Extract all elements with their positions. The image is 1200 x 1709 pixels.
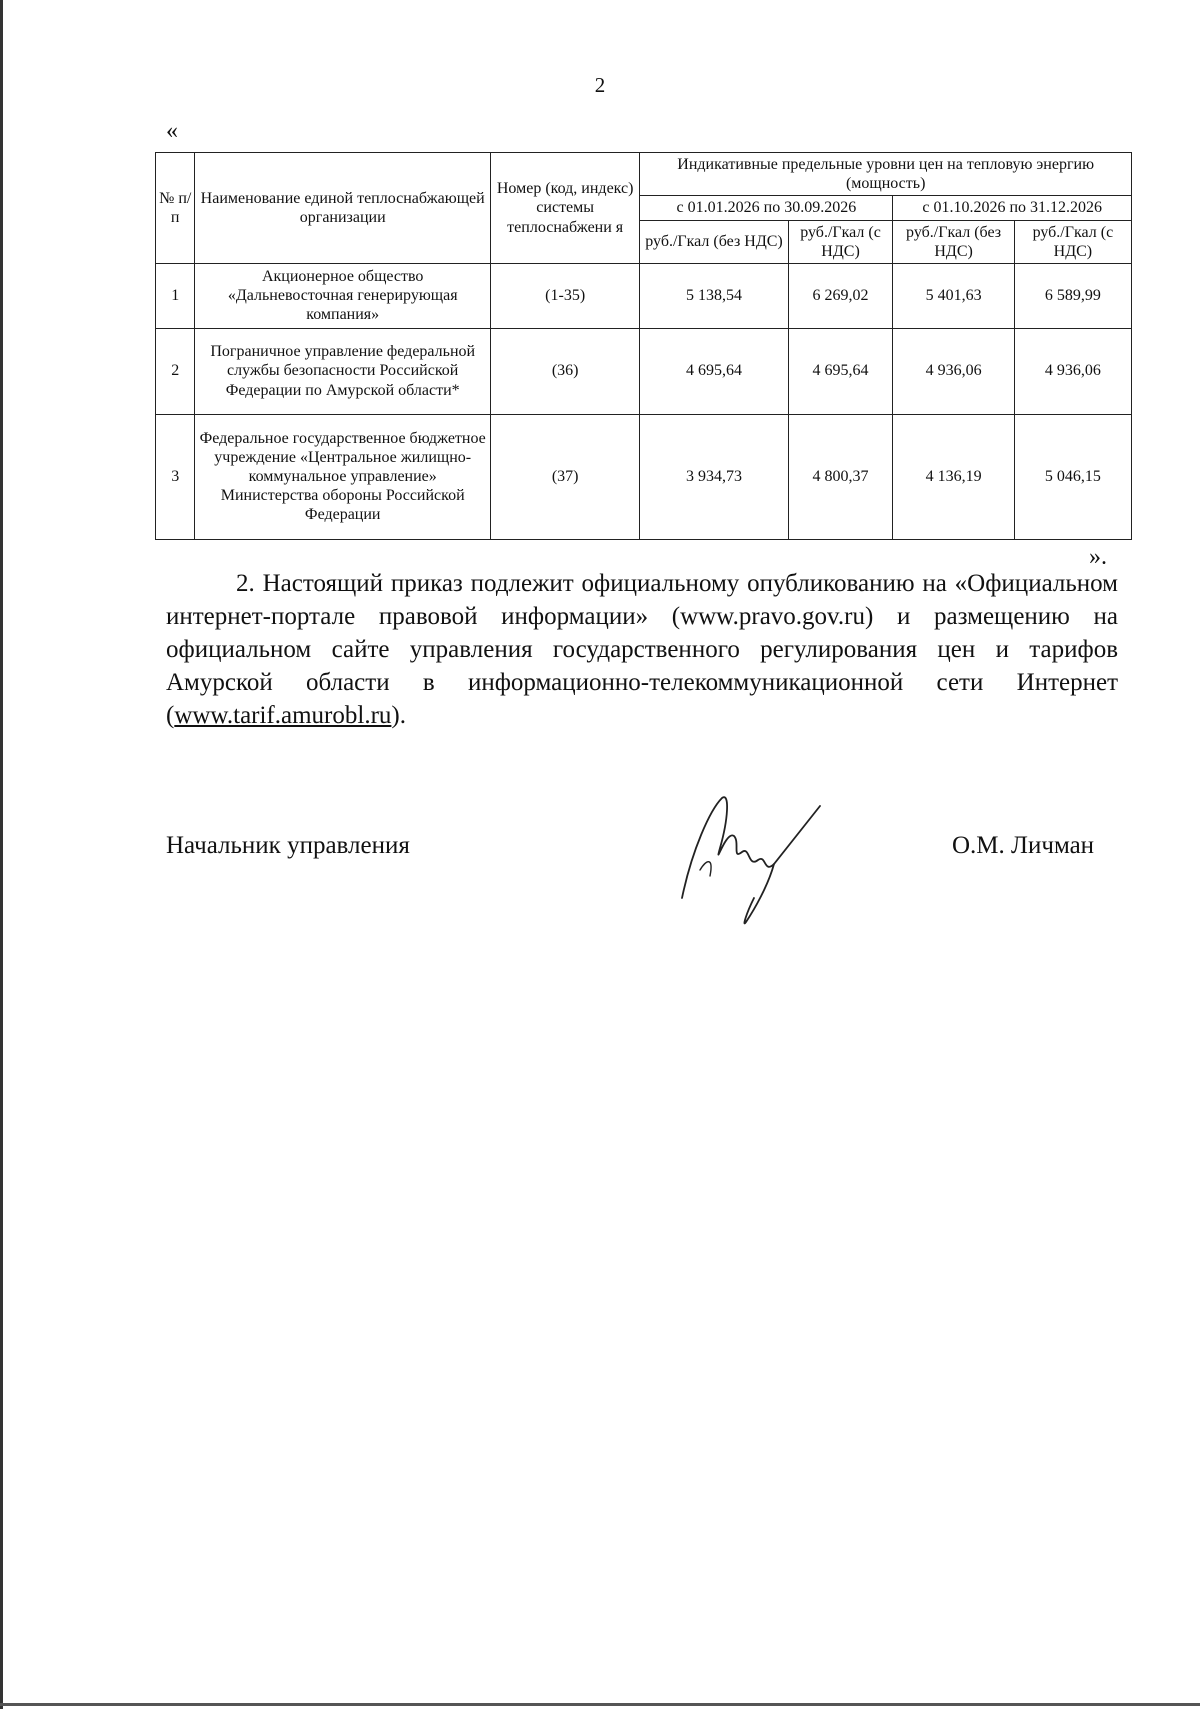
- signer-position: Начальник управления: [166, 832, 410, 859]
- table-row: [156, 263, 1132, 328]
- row-p2-no-vat: 4 136,19: [893, 414, 1014, 539]
- row-code: (37): [491, 414, 640, 539]
- row-num: 3: [156, 414, 195, 539]
- page-bottom-edge: [0, 1703, 1200, 1706]
- header-p1-no-vat: руб./Гкал (без НДС): [640, 220, 788, 263]
- header-p2-no-vat: руб./Гкал (без НДС): [893, 220, 1014, 263]
- row-p2-no-vat: 4 936,06: [893, 328, 1014, 414]
- row-p1-vat: 6 269,02: [788, 263, 893, 328]
- page-number: 2: [594, 73, 606, 97]
- row-num: 1: [156, 263, 195, 328]
- row-org-name: Акционерное общество «Дальневосточная генерирующая компания»: [195, 263, 491, 328]
- row-p1-no-vat: 3 934,73: [640, 414, 788, 539]
- row-org-name: Пограничное управление федеральной службы безопасности Российской Федерации по Амурской области*: [195, 328, 491, 414]
- row-code: (36): [491, 328, 640, 414]
- header-p2-vat: руб./Гкал (с НДС): [1014, 220, 1131, 263]
- row-code: (1-35): [491, 263, 640, 328]
- header-period-2: с 01.10.2026 по 31.12.2026: [893, 196, 1132, 220]
- row-p1-no-vat: 5 138,54: [640, 263, 788, 328]
- header-period-1: с 01.01.2026 по 30.09.2026: [640, 196, 893, 220]
- row-num: 2: [156, 328, 195, 414]
- signer-name: О.М. Личман: [952, 832, 1095, 859]
- header-num: № п/п: [156, 153, 195, 264]
- paragraph-text: 2. Настоящий приказ подлежит официальному опубликованию на «Официальном интернет-портале правовой информации» (www.pravo.gov.ru) и размещению на официальном сайте управления государственного регулирования цен и тарифов Амурской области в информационно-телекоммуникационной сети Интернет (: [166, 570, 1118, 729]
- row-p1-vat: 4 695,64: [788, 328, 893, 414]
- table-row: [156, 414, 1132, 539]
- row-p2-no-vat: 5 401,63: [893, 263, 1014, 328]
- table-row: [156, 328, 1132, 414]
- paragraph-tail: ).: [391, 702, 406, 729]
- row-p2-vat: 4 936,06: [1014, 328, 1131, 414]
- row-p1-no-vat: 4 695,64: [640, 328, 788, 414]
- close-quote: ».: [1089, 544, 1107, 570]
- tarif-site-link[interactable]: www.tarif.amurobl.ru: [174, 702, 392, 729]
- row-p1-vat: 4 800,37: [788, 414, 893, 539]
- header-p1-vat: руб./Гкал (с НДС): [788, 220, 893, 263]
- handwritten-signature: [670, 790, 850, 930]
- open-quote: «: [166, 118, 178, 144]
- header-code: Номер (код, индекс) системы теплоснабжени я: [491, 153, 640, 264]
- publication-paragraph: [166, 567, 1118, 732]
- row-p2-vat: 5 046,15: [1014, 414, 1131, 539]
- header-indicative: Индикативные предельные уровни цен на тепловую энергию (мощность): [640, 153, 1132, 196]
- row-p2-vat: 6 589,99: [1014, 263, 1131, 328]
- row-org-name: Федеральное государственное бюджетное учреждение «Центральное жилищно-коммунальное управление» Министерства обороны Российской Федерации: [195, 414, 491, 539]
- tariff-table: [155, 152, 1132, 540]
- page-left-edge: [0, 0, 3, 1709]
- header-name: Наименование единой теплоснабжающей организации: [195, 153, 491, 264]
